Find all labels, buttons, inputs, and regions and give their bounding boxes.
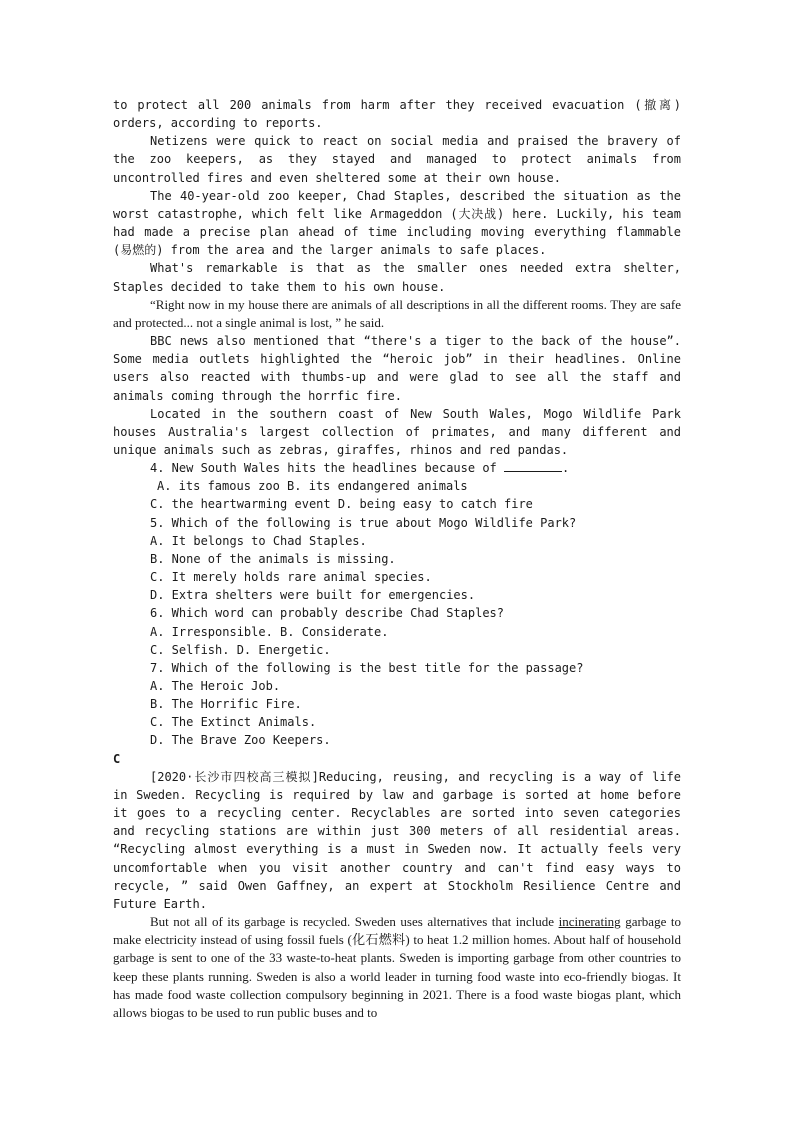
question-5-option-d: D. Extra shelters were built for emergencies. xyxy=(150,588,476,603)
question-4-options-ab: A. its famous zoo B. its endangered animals xyxy=(157,479,468,494)
question-6-options-ab: A. Irresponsible. B. Considerate. xyxy=(150,624,389,639)
passage-b-paragraph: to protect all 200 animals from harm after they received evacuation (撤离) orders, according to reports. xyxy=(113,98,681,131)
question-5-option-a: A. It belongs to Chad Staples. xyxy=(150,533,367,548)
question-7-option-d: D. The Brave Zoo Keepers. xyxy=(150,733,331,748)
passage-b-paragraph: Netizens were quick to react on social media and praised the bravery of the zoo keepers, as they stayed and managed to protect animals from uncontrolled fires and even sheltered some at their own house. xyxy=(113,134,681,185)
question-6-options-cd: C. Selfish. D. Energetic. xyxy=(150,642,331,657)
passage-b-paragraph: What's remarkable is that as the smaller ones needed extra shelter, Staples decided to take them to his own house. xyxy=(113,261,681,294)
passage-c-title: C xyxy=(113,751,121,766)
passage-c-text: But not all of its garbage is recycled. Sweden uses alternatives that include xyxy=(150,914,559,930)
question-4 xyxy=(113,459,681,477)
question-4-options-cd: C. the heartwarming event D. being easy to catch fire xyxy=(150,497,533,512)
question-5-option-b: B. None of the animals is missing. xyxy=(150,551,396,566)
document-page xyxy=(113,96,681,1022)
passage-b-paragraph: Located in the southern coast of New South Wales, Mogo Wildlife Park houses Australia's largest collection of primates, and many different and unique animals such as zebras, giraffes, rhinos and red pandas. xyxy=(113,406,681,457)
question-5-stem: 5. Which of the following is true about Mogo Wildlife Park? xyxy=(150,515,577,530)
question-4-stem: 4. New South Wales hits the headlines because of xyxy=(150,461,505,476)
question-7-option-c: C. The Extinct Animals. xyxy=(150,715,317,730)
question-6-stem: 6. Which word can probably describe Chad Staples? xyxy=(150,606,505,621)
passage-c-text: Reducing, reusing, and recycling is a way of life in Sweden. Recycling is required by law and garbage is sorted at home before it goes to a recycling center. Recyclables are sorted into seven categories and recycling stations are within just 300 meters of all residential areas. “Recycling almost everything is a must in Sweden now. It actually feels very uncomfortable when you visit another country and can't find easy ways to recycle, ” said Owen Gaffney, an expert at Stockholm Resilience Centre and Future Earth. xyxy=(113,769,681,911)
passage-c-paragraph xyxy=(113,768,681,913)
answer-blank xyxy=(504,461,562,472)
question-7-option-a: A. The Heroic Job. xyxy=(150,679,281,693)
passage-c-paragraph xyxy=(113,913,681,1022)
passage-c-source: [2020·长沙市四校高三模拟] xyxy=(150,769,319,784)
passage-b-paragraph: BBC news also mentioned that “there's a tiger to the back of the house”. Some media outlets highlighted the “heroic job” in their headlines. Online users also reacted with thumbs-up and were glad to see all the staff and animals coming through the horrfic fire. xyxy=(113,334,681,403)
passage-b-paragraph: The 40-year-old zoo keeper, Chad Staples, described the situation as the worst catastrophe, which felt like Armageddon (大决战) here. Luckily, his team had made a precise plan ahead of time including moving everything flammable (易燃的) from the area and the larger animals to safe places. xyxy=(113,188,681,258)
question-4-end: . xyxy=(562,461,570,476)
passage-b-quote-paragraph: “Right now in my house there are animals of all descriptions in all the different rooms. They are safe and protected... not a single animal is lost, ” he said. xyxy=(113,296,681,330)
underlined-word: incinerating xyxy=(558,914,621,930)
question-5-option-c: C. It merely holds rare animal species. xyxy=(150,570,432,585)
question-7-stem: 7. Which of the following is the best title for the passage? xyxy=(150,660,584,675)
question-7-option-b: B. The Horrific Fire. xyxy=(150,697,302,712)
passage-c-text: garbage to make electricity instead of using fossil fuels (化石燃料) to heat 1.2 million homes. About half of household garbage is sent to one of the 33 waste-to-heat plants. Sweden is importing garbage from other countries to keep these plants running. Sweden is also a world leader in turning food waste into eco-friendly biogas. It has made food waste collection compulsory beginning in 2021. There is a food waste biogas plant, which allows biogas to be used to run public buses and to xyxy=(113,914,681,1020)
